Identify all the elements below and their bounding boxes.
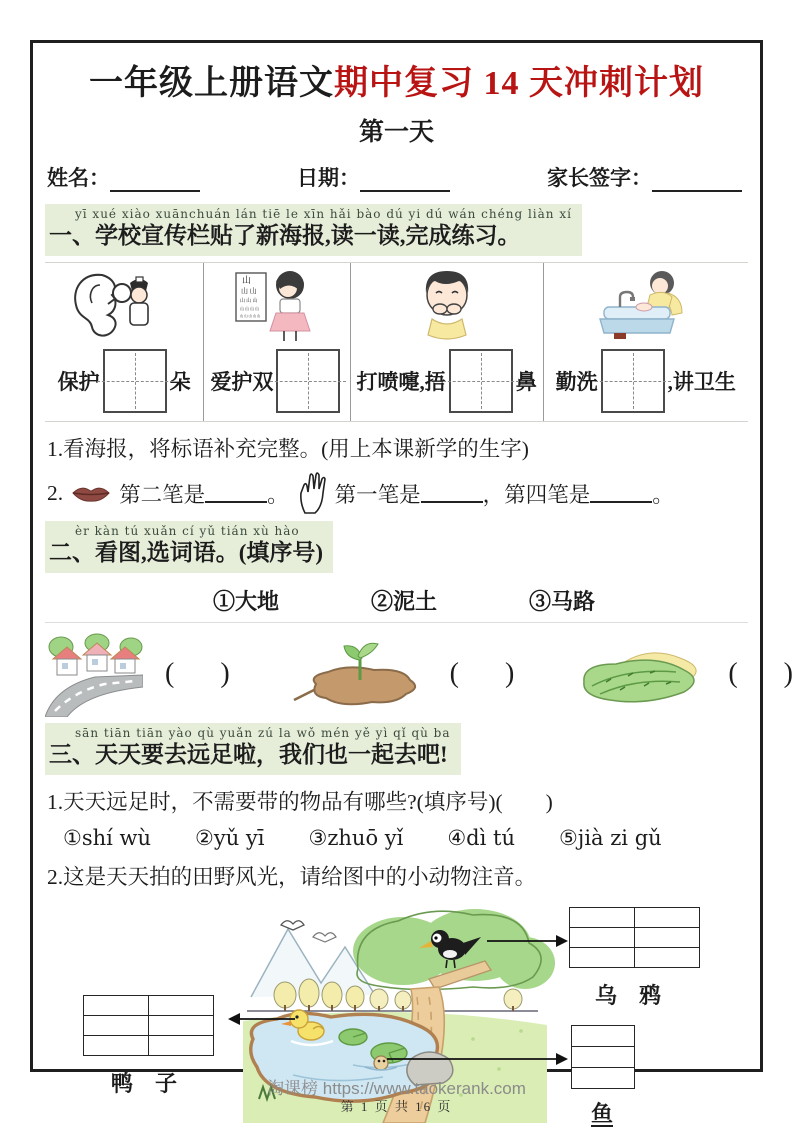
section3-pinyin: sān tiān tiān yào qù yuǎn zú la wǒ mén yě yì qǐ qù ba — [75, 726, 451, 740]
question-text: 。 — [652, 482, 674, 507]
svg-text:山 山: 山 山 — [240, 287, 257, 295]
panel-eyes-caption — [210, 349, 343, 413]
panel-eyes — [204, 263, 351, 421]
section1-header — [45, 204, 582, 256]
date-field — [297, 162, 450, 192]
road-houses-image — [45, 631, 143, 717]
section3-question2: 2.这是天天拍的田野风光，请给图中的小动物注音。 — [47, 865, 537, 889]
section1-question2 — [47, 471, 746, 515]
answer-paren: ( — [165, 658, 175, 689]
svg-text:山 山 山 山 山: 山 山 山 山 山 — [239, 314, 261, 318]
section3-question1: 1.天天远足时，不需要带的物品有哪些?(填序号)( ) — [47, 790, 553, 814]
caption-text: 爱护双 — [210, 370, 274, 394]
section1-question1: 1.看海报，将标语补充完整。(用上本课新学的生字) — [47, 437, 529, 461]
section2-header — [45, 521, 333, 573]
answer-blank — [205, 483, 267, 503]
character-box — [276, 349, 340, 413]
character-box — [449, 349, 513, 413]
fish-label: 鱼 — [591, 1101, 614, 1126]
panel-wash-caption — [556, 349, 736, 413]
signature-field — [547, 162, 742, 192]
svg-text:山: 山 — [241, 275, 251, 285]
crow-pinyin-grid — [569, 907, 700, 968]
answer-paren: ( — [728, 658, 738, 689]
section1-pinyin: yī xué xiào xuānchuán lán tiē le xīn hǎi bào dú yi dú wán chéng liàn xí — [75, 207, 572, 221]
question-text: 第一笔是 — [334, 482, 421, 507]
day-heading: 第一天 — [358, 119, 434, 146]
panel-sneeze-caption — [357, 349, 537, 413]
page-title-black: 一年级上册语文 — [89, 65, 334, 102]
question-text: 第二笔是 — [119, 482, 206, 507]
caption-text: 朵 — [169, 370, 191, 394]
svg-text:山 山 山 山: 山 山 山 山 — [239, 306, 259, 311]
date-label: 日期： — [297, 166, 360, 190]
answer-paren: ( — [449, 658, 459, 689]
page-title-red: 期中复习 14 天冲刺计划 — [334, 65, 704, 102]
eye-chart-icon — [222, 267, 332, 345]
caption-text: ,讲卫生 — [667, 370, 736, 394]
sneeze-icon — [402, 267, 492, 341]
section2-title: 二、看图,选词语。(填序号) — [49, 540, 324, 565]
answer-blank — [590, 483, 652, 503]
svg-text:山 山 山: 山 山 山 — [239, 299, 258, 304]
soil-image-group — [288, 636, 515, 712]
caption-text: 打喷嚏,捂 — [356, 370, 446, 394]
panel-wash — [544, 263, 748, 421]
option-nitu: ②泥土 — [371, 589, 438, 614]
ear-checkup-icon — [64, 267, 184, 341]
lips-icon — [71, 483, 111, 503]
question-text: ， — [482, 482, 505, 507]
question-text: 。 — [267, 482, 289, 507]
character-box — [601, 349, 665, 413]
watermark-text: 淘课榜 https://www.taokerank.com — [267, 1079, 526, 1098]
field-image-group — [576, 642, 793, 706]
character-box — [103, 349, 167, 413]
page-number: 第 1 页 共 16 页 — [340, 1099, 453, 1114]
crow-label: 乌 鸦 — [595, 983, 662, 1008]
section3-title: 三、天天要去远足啦，我们也一起去吧! — [49, 742, 448, 767]
green-field-image — [576, 642, 706, 706]
info-fields — [47, 162, 742, 192]
section2-options — [213, 585, 748, 616]
caption-text: 勤洗 — [555, 370, 598, 394]
handwash-icon — [586, 267, 706, 341]
hand-icon — [297, 471, 327, 515]
answer-blank — [421, 483, 483, 503]
signature-label: 家长签字： — [547, 166, 652, 190]
signature-blank — [652, 168, 742, 192]
name-field — [47, 162, 200, 192]
option-shiwu: ①shí wù — [63, 826, 152, 850]
page-title — [45, 55, 748, 104]
road-image-group — [45, 631, 230, 717]
option-dadi: ①大地 — [213, 589, 280, 614]
duck-label: 鸭 子 — [111, 1071, 178, 1096]
section1-title: 一、学校宣传栏贴了新海报,读一读,完成练习。 — [49, 223, 521, 248]
date-blank — [360, 168, 450, 192]
name-blank — [110, 168, 200, 192]
panel-sneeze — [351, 263, 544, 421]
name-label: 姓名： — [47, 166, 110, 190]
option-ditu: ④dì tú — [447, 826, 515, 850]
option-yuyi: ②yǔ yī — [195, 826, 265, 850]
section3-header — [45, 723, 461, 775]
option-malu: ③马路 — [529, 589, 596, 614]
answer-paren: ) — [783, 658, 793, 689]
section2-pinyin: èr kàn tú xuǎn cí yǔ tián xù hào — [75, 524, 300, 538]
duck-pinyin-grid — [83, 995, 214, 1056]
question-text: 第四笔是 — [504, 482, 591, 507]
answer-paren: ) — [504, 658, 515, 689]
panel-ear-caption — [58, 349, 191, 413]
option-zhuoyi: ③zhuō yǐ — [308, 826, 404, 850]
caption-text: 鼻 — [515, 370, 537, 394]
question-number: 2. — [47, 480, 64, 505]
section2-images — [45, 622, 793, 717]
soil-sprout-image — [288, 636, 428, 712]
caption-text: 保护 — [57, 370, 100, 394]
option-jiazigu: ⑤jià zi gǔ — [558, 826, 662, 850]
panel-ear — [45, 263, 204, 421]
section3-pinyin-options — [63, 826, 748, 850]
answer-paren: ) — [220, 658, 230, 689]
poster-panels — [45, 262, 748, 422]
